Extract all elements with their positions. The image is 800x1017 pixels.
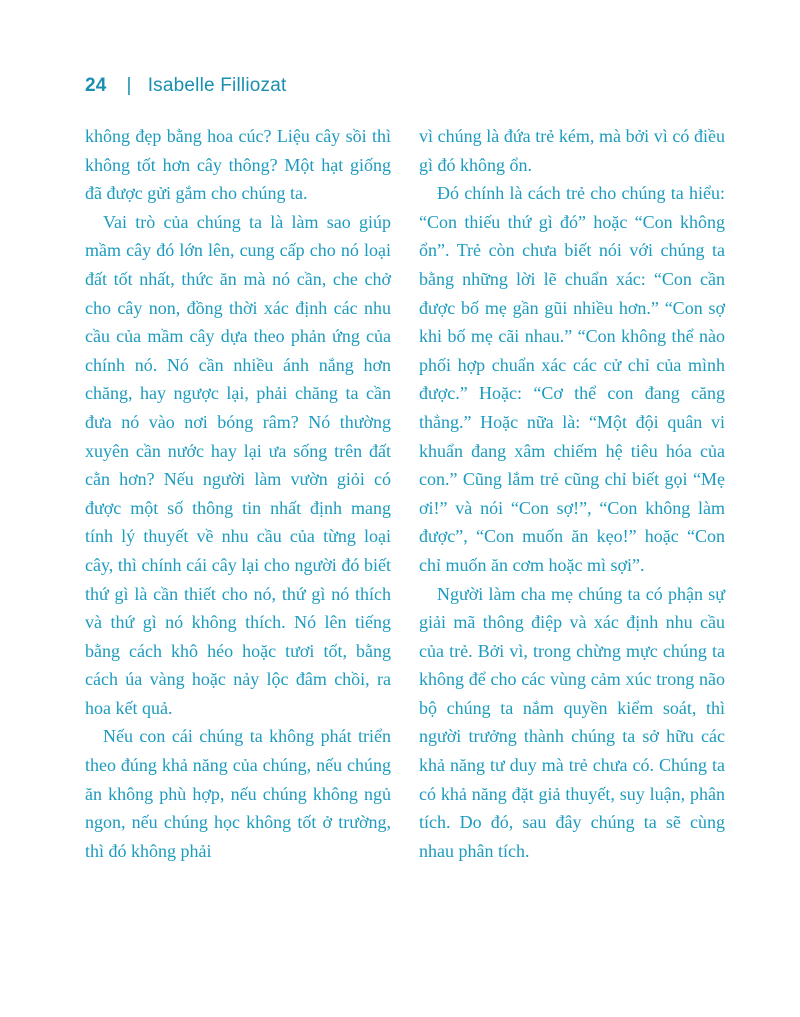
running-head (85, 72, 286, 100)
paragraph: vì chúng là đứa trẻ kém, mà bởi vì có điều gì đó không ổn. (419, 126, 725, 175)
right-text-column (419, 122, 725, 865)
left-text-column (85, 122, 391, 865)
header-separator: | (126, 75, 132, 96)
paragraph: Nếu con cái chúng ta không phát triển theo đúng khả năng của chúng, nếu chúng ăn không phù hợp, nếu chúng không ngủ ngon, nếu chúng học không tốt ở trường, thì đó không phải (85, 726, 391, 861)
author-name: Isabelle Filliozat (147, 75, 287, 96)
paragraph: Người làm cha mẹ chúng ta có phận sự giải mã thông điệp và xác định nhu cầu của trẻ. Bởi vì, trong chừng mực chúng ta không để cho các vùng cảm xúc trong não bộ chúng ta nắm quyền kiểm soát, thì người trưởng thành chúng ta sở hữu các khả năng tư duy mà trẻ chưa có. Chúng ta có khả năng đặt giả thuyết, suy luận, phân tích. Do đó, sau đây chúng ta sẽ cùng nhau phân tích. (419, 583, 725, 861)
paragraph: Vai trò của chúng ta là làm sao giúp mầm cây đó lớn lên, cung cấp cho nó loại đất tốt nhất, thức ăn mà nó cần, che chở cho cây non, đồng thời xác định các nhu cầu của mầm cây dựa theo phản ứng của chính nó. Nó cần nhiều ánh nắng hơn chăng, hay ngược lại, phải chăng ta cần đưa nó vào nơi bóng râm? Nó thường xuyên cần nước hay lại ưa sống trên đất cằn hơn? Nếu người làm vườn giỏi có được một số thông tin nhất định mang tính lý thuyết về nhu cầu của từng loại cây, thì chính cái cây lại cho người đó biết thứ gì là cần thiết cho nó, thứ gì nó thích và thứ gì nó không thích. Nó lên tiếng bằng cách khô héo hoặc tươi tốt, bằng cách úa vàng hoặc nảy lộc đâm chồi, ra hoa kết quả. (85, 211, 391, 718)
page-number: 24 (85, 75, 107, 96)
paragraph: Đó chính là cách trẻ cho chúng ta hiểu: “Con thiếu thứ gì đó” hoặc “Con không ổn”. Trẻ còn chưa biết nói với chúng ta bằng những lời lẽ chuẩn xác: “Con cần được bố mẹ gần gũi nhiều hơn.” “Con sợ khi bố mẹ cãi nhau.” “Con không thể nào phối hợp chuẩn xác các cử chỉ của mình được.” Hoặc: “Cơ thể con đang căng thẳng.” Hoặc nữa là: “Một đội quân vi khuẩn đang xâm chiếm hệ tiêu hóa của con.” Cũng lắm trẻ cũng chỉ biết gọi “Mẹ ơi!” và nói “Con sợ!”, “Con không làm được”, “Con muốn ăn kẹo!” hoặc “Con chỉ muốn ăn cơm hoặc mì sợi”. (419, 183, 725, 575)
paragraph: không đẹp bằng hoa cúc? Liệu cây sồi thì không tốt hơn cây thông? Một hạt giống đã được gửi gắm cho chúng ta. (85, 126, 391, 204)
